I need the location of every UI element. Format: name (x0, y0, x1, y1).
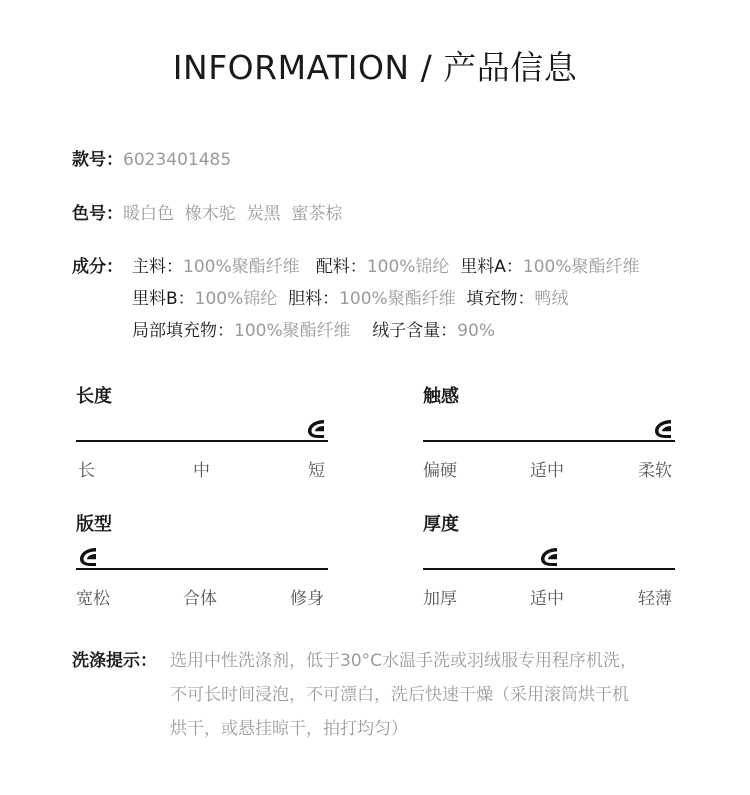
scale-tick: 短 (308, 461, 325, 481)
composition-value: 100%聚酯纤维 (522, 257, 640, 277)
scale-line (76, 440, 328, 442)
composition-key: 局部填充物： (132, 321, 234, 341)
composition-value: 100%聚酯纤维 (183, 257, 316, 277)
color-value: 暖白色 橡木驼 炭黑 蜜茶棕 (123, 204, 343, 224)
composition-label: 成分： (72, 257, 123, 277)
scale-title: 长度 (76, 386, 112, 407)
composition-line-2 (132, 284, 569, 309)
composition-value: 100%锦纶 (366, 257, 461, 277)
scale-title: 厚度 (423, 514, 459, 535)
wash-line: 选用中性洗涤剂，低于30°C水温手洗或羽绒服专用程序机洗， (170, 651, 638, 671)
composition-key: 里料B： (132, 289, 195, 309)
scale-tick: 柔软 (638, 461, 672, 481)
composition-value: 90% (457, 321, 496, 341)
composition-key: 胆料： (288, 289, 340, 309)
wash-text (170, 646, 710, 748)
composition-key: 配料： (315, 257, 367, 277)
color-label: 色号： (72, 204, 123, 224)
scale-tick: 轻薄 (638, 589, 672, 609)
composition-key: 填充物： (466, 289, 535, 309)
scale-marker-icon (304, 418, 328, 440)
composition-row (72, 252, 123, 277)
scale-marker-icon (651, 418, 675, 440)
model-row (72, 145, 231, 170)
page-title: INFORMATION / 产品信息 (172, 48, 578, 87)
scale-title: 触感 (423, 386, 459, 407)
scale-line (76, 568, 328, 570)
scale-line (423, 440, 675, 442)
scale-tick: 加厚 (423, 589, 457, 609)
touch-scale (423, 382, 675, 522)
composition-line-1 (132, 252, 639, 277)
scale-marker-icon (537, 546, 561, 568)
composition-value: 鸭绒 (534, 289, 569, 309)
composition-value: 100%聚酯纤维 (234, 321, 373, 341)
scale-tick: 适中 (530, 589, 564, 609)
composition-key: 主料： (132, 257, 183, 277)
wash-line: 不可长时间浸泡，不可漂白，洗后快速干燥（采用滚筒烘干机 (170, 685, 629, 705)
color-row (72, 199, 342, 224)
scale-tick: 适中 (530, 461, 564, 481)
scale-tick: 宽松 (76, 589, 110, 609)
scale-marker-icon (76, 546, 100, 568)
scale-tick: 长 (78, 461, 95, 481)
scale-tick: 修身 (290, 589, 324, 609)
scale-tick: 合体 (183, 589, 217, 609)
model-label: 款号： (72, 150, 123, 170)
scale-title: 版型 (76, 514, 112, 535)
scale-tick: 中 (193, 461, 210, 481)
wash-label: 洗涤提示： (72, 651, 157, 671)
composition-value: 100%锦纶 (194, 289, 289, 309)
composition-key: 里料A： (460, 257, 523, 277)
model-value: 6023401485 (123, 150, 232, 170)
length-scale (76, 382, 328, 522)
composition-key: 绒子含量： (372, 321, 458, 341)
scale-tick: 偏硬 (423, 461, 457, 481)
composition-value: 100%聚酯纤维 (339, 289, 467, 309)
thickness-scale (423, 510, 675, 650)
composition-line-3 (132, 316, 495, 341)
wash-line: 烘干，或悬挂晾干，拍打均匀） (170, 719, 408, 739)
fit-scale (76, 510, 328, 650)
scale-line (423, 568, 675, 570)
